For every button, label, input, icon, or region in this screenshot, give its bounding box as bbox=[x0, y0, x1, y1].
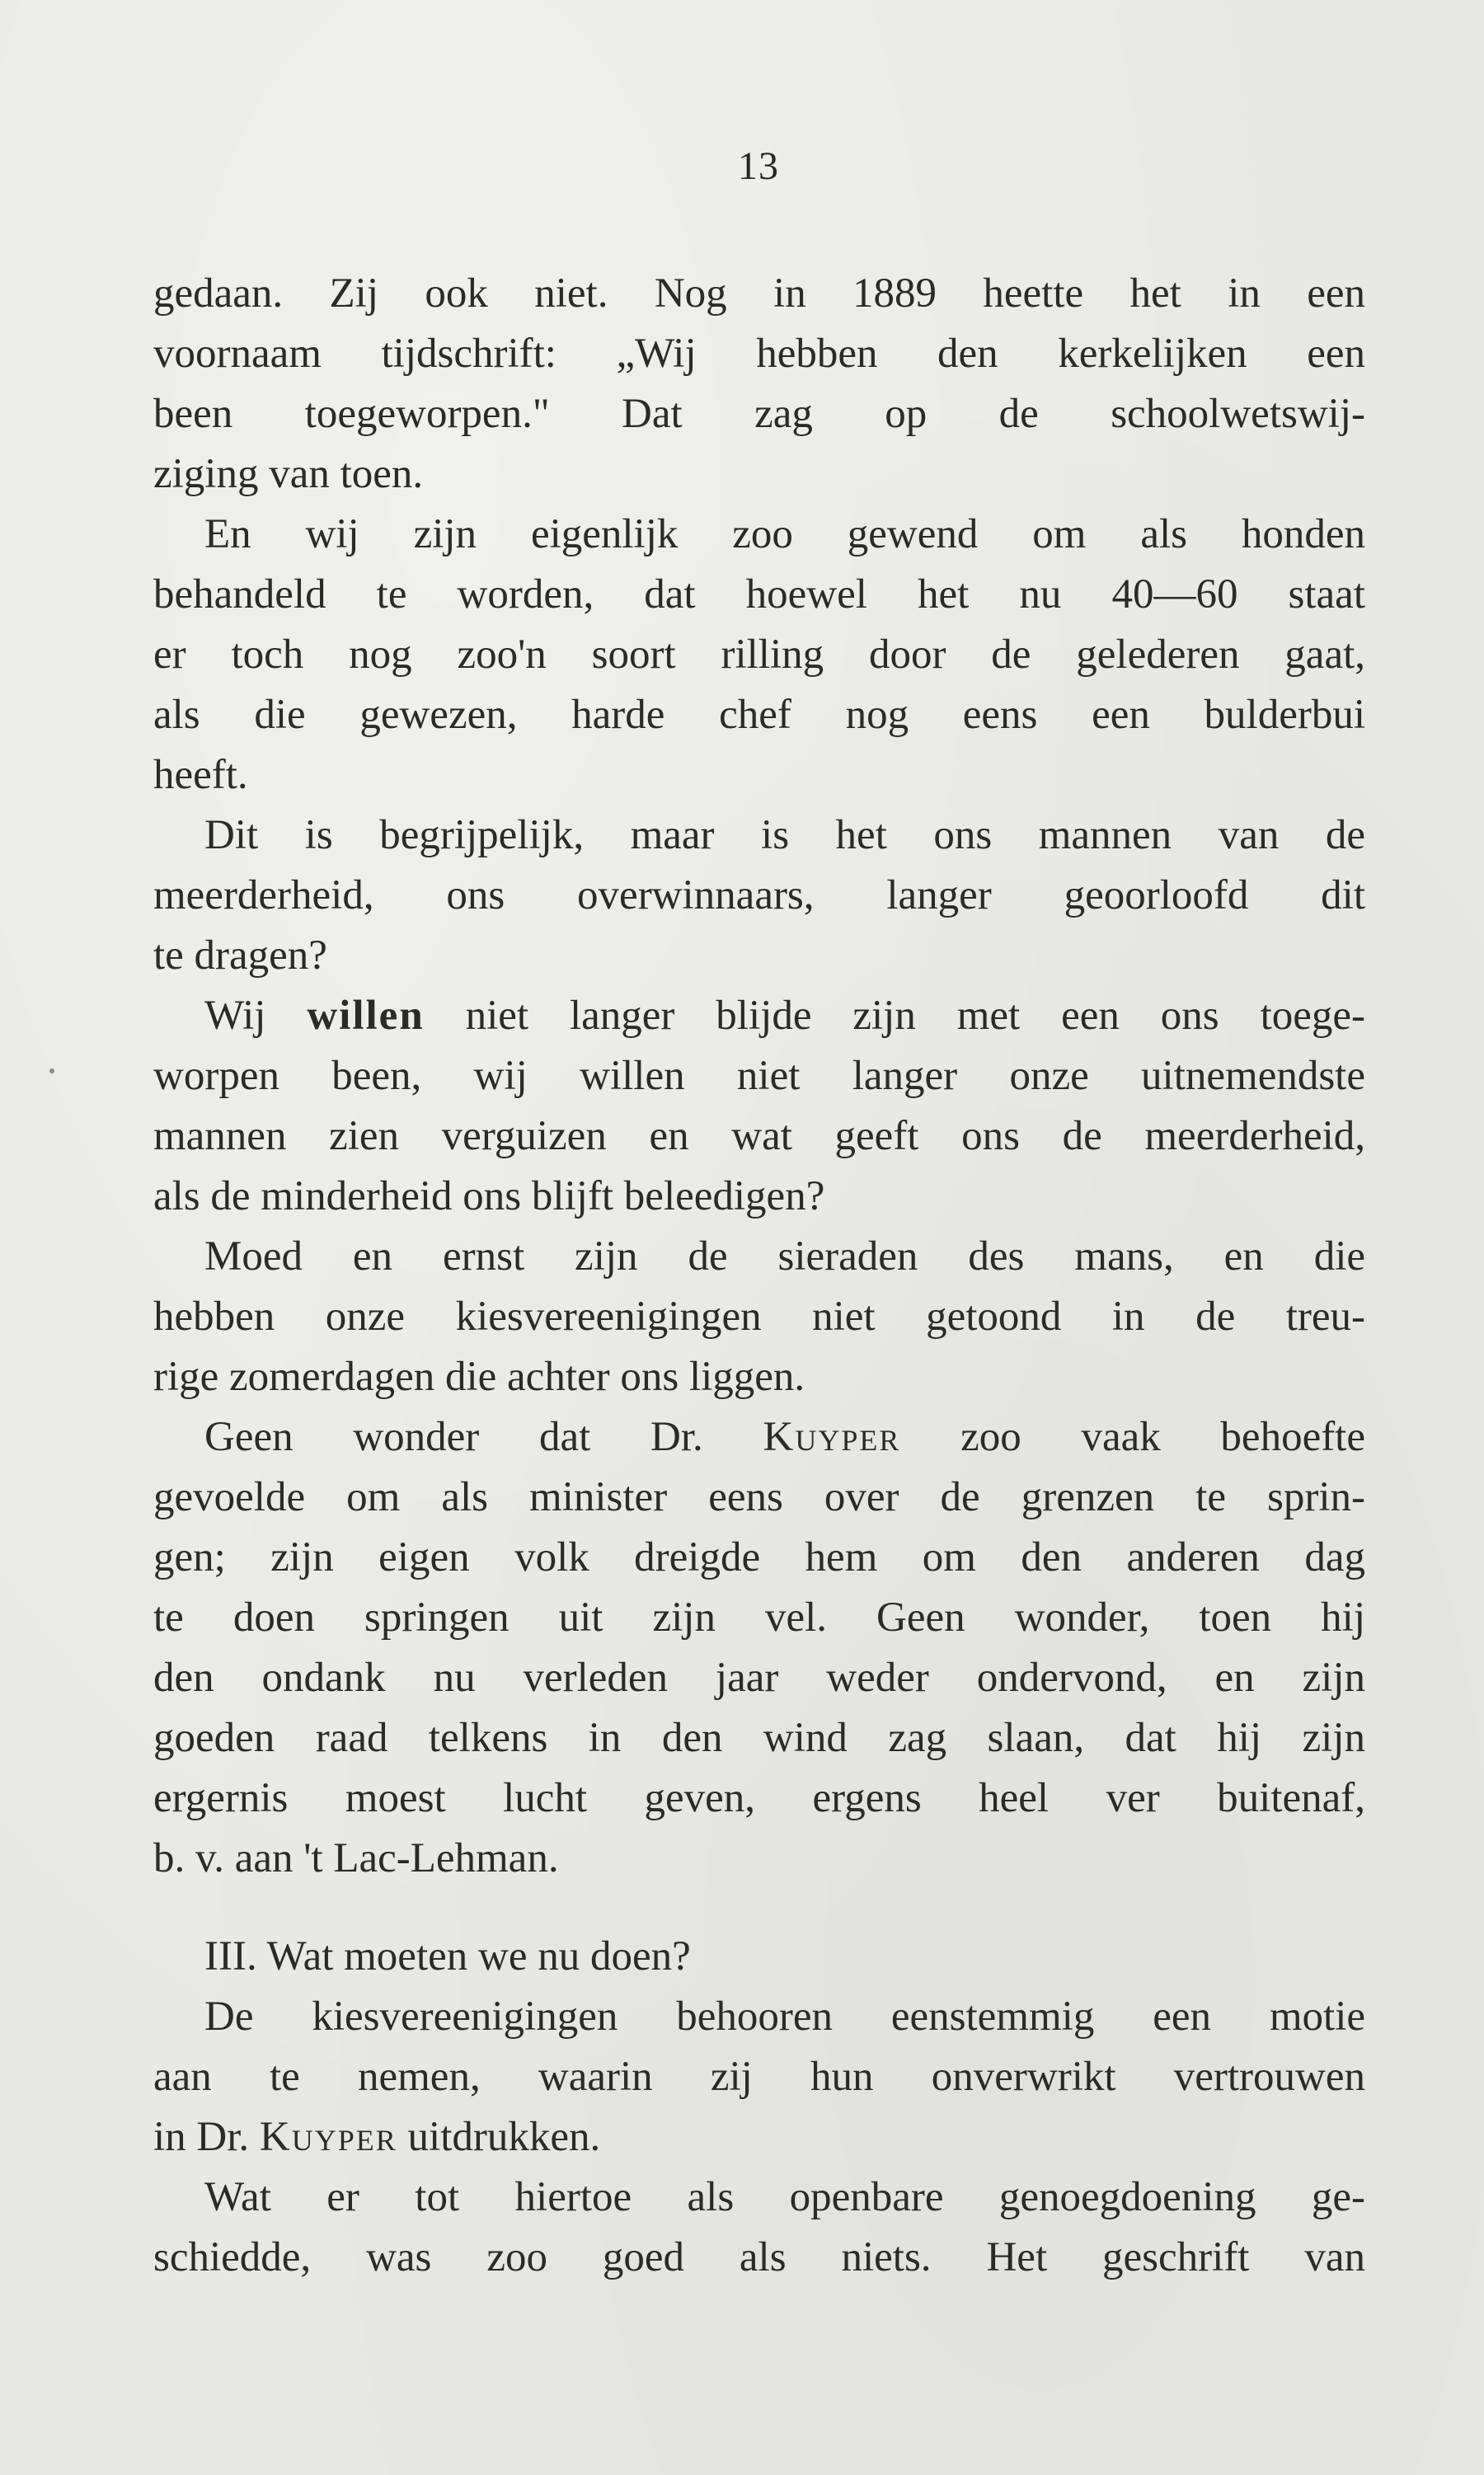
name-small-caps: Kuyper bbox=[259, 2114, 397, 2160]
text-fragment: zoo vaak behoefte bbox=[900, 1414, 1365, 1460]
paragraph-7 bbox=[153, 1987, 1365, 2167]
text-line: Wat er tot hiertoe als openbare genoegdoening ge- bbox=[204, 2174, 1365, 2220]
text-line: Moed en ernst zijn de sieraden des mans, en die bbox=[204, 1233, 1365, 1280]
text-line: gedaan. Zij ook niet. Nog in 1889 heette het in een bbox=[153, 270, 1365, 317]
text-line: rige zomerdagen die achter ons liggen. bbox=[153, 1354, 805, 1400]
text-line: De kiesvereenigingen behooren eenstemmig een motie bbox=[204, 1994, 1365, 2040]
paragraph-4 bbox=[153, 986, 1365, 1227]
text-line: En wij zijn eigenlijk zoo gewend om als honden bbox=[204, 511, 1365, 557]
text-fragment: uitdrukken. bbox=[397, 2114, 601, 2160]
text-fragment: Wij bbox=[204, 993, 308, 1039]
text-line: Dit is begrijpelijk, maar is het ons mannen van de bbox=[204, 812, 1365, 858]
text-line: gen; zijn eigen volk dreigde hem om den anderen dag bbox=[153, 1534, 1365, 1580]
text-fragment: niet langer blijde zijn met een ons toege- bbox=[424, 993, 1365, 1039]
section-heading: III. Wat moeten we nu doen? bbox=[204, 1933, 691, 1980]
text-line: schiedde, was zoo goed als niets. Het geschrift van bbox=[153, 2234, 1365, 2280]
paragraph-2 bbox=[153, 505, 1365, 805]
text-line bbox=[153, 2107, 1365, 2167]
text-line: hebben onze kiesvereenigingen niet getoond in de treu- bbox=[153, 1294, 1365, 1340]
text-line bbox=[153, 986, 1365, 1046]
text-fragment: Geen wonder dat Dr. bbox=[204, 1414, 763, 1460]
text-line: been toegeworpen." Dat zag op de schoolwetswij- bbox=[153, 391, 1365, 437]
text-line: aan te nemen, waarin zij hun onverwrikt vertrouwen bbox=[153, 2054, 1365, 2100]
text-line: meerderheid, ons overwinnaars, langer geoorloofd dit bbox=[153, 872, 1365, 918]
emphasized-word: willen bbox=[307, 993, 425, 1039]
text-line: als die gewezen, harde chef nog eens een bulderbui bbox=[153, 692, 1365, 738]
paragraph-1 bbox=[153, 264, 1365, 505]
paragraph-6 bbox=[153, 1407, 1365, 1889]
paragraph-5 bbox=[153, 1227, 1365, 1407]
name-small-caps: Kuyper bbox=[763, 1414, 901, 1460]
text-line: worpen been, wij willen niet langer onze uitnemendste bbox=[153, 1053, 1365, 1099]
text-line: er toch nog zoo'n soort rilling door de gelederen gaat, bbox=[153, 632, 1365, 678]
text-line: b. v. aan 't Lac-Lehman. bbox=[153, 1835, 559, 1881]
text-line: behandeld te worden, dat hoewel het nu 40—60 staat bbox=[153, 571, 1365, 618]
text-line: ergernis moest lucht geven, ergens heel ver buitenaf, bbox=[153, 1775, 1365, 1821]
page-number: 13 bbox=[738, 144, 779, 188]
text-line: te doen springen uit zijn vel. Geen wonder, toen hij bbox=[153, 1594, 1365, 1641]
text-line: den ondank nu verleden jaar weder ondervond, en zijn bbox=[153, 1655, 1365, 1701]
paragraph-3 bbox=[153, 805, 1365, 986]
section-gap bbox=[153, 1889, 1365, 1927]
text-line: ziging van toen. bbox=[153, 451, 424, 497]
text-line: heeft. bbox=[153, 752, 248, 798]
text-fragment: in Dr. bbox=[153, 2114, 260, 2160]
text-line: voornaam tijdschrift: „Wij hebben den kerkelijken een bbox=[153, 331, 1365, 377]
body-text bbox=[153, 264, 1365, 2288]
paper-speck bbox=[49, 1068, 54, 1073]
text-line: goeden raad telkens in den wind zag slaan, dat hij zijn bbox=[153, 1715, 1365, 1761]
text-line bbox=[153, 1407, 1365, 1468]
text-line: als de minderheid ons blijft beleedigen? bbox=[153, 1173, 825, 1219]
text-line: gevoelde om als minister eens over de grenzen te sprin- bbox=[153, 1474, 1365, 1520]
text-line: te dragen? bbox=[153, 932, 327, 979]
paragraph-8 bbox=[153, 2167, 1365, 2288]
text-line: mannen zien verguizen en wat geeft ons de meerderheid, bbox=[153, 1113, 1365, 1159]
